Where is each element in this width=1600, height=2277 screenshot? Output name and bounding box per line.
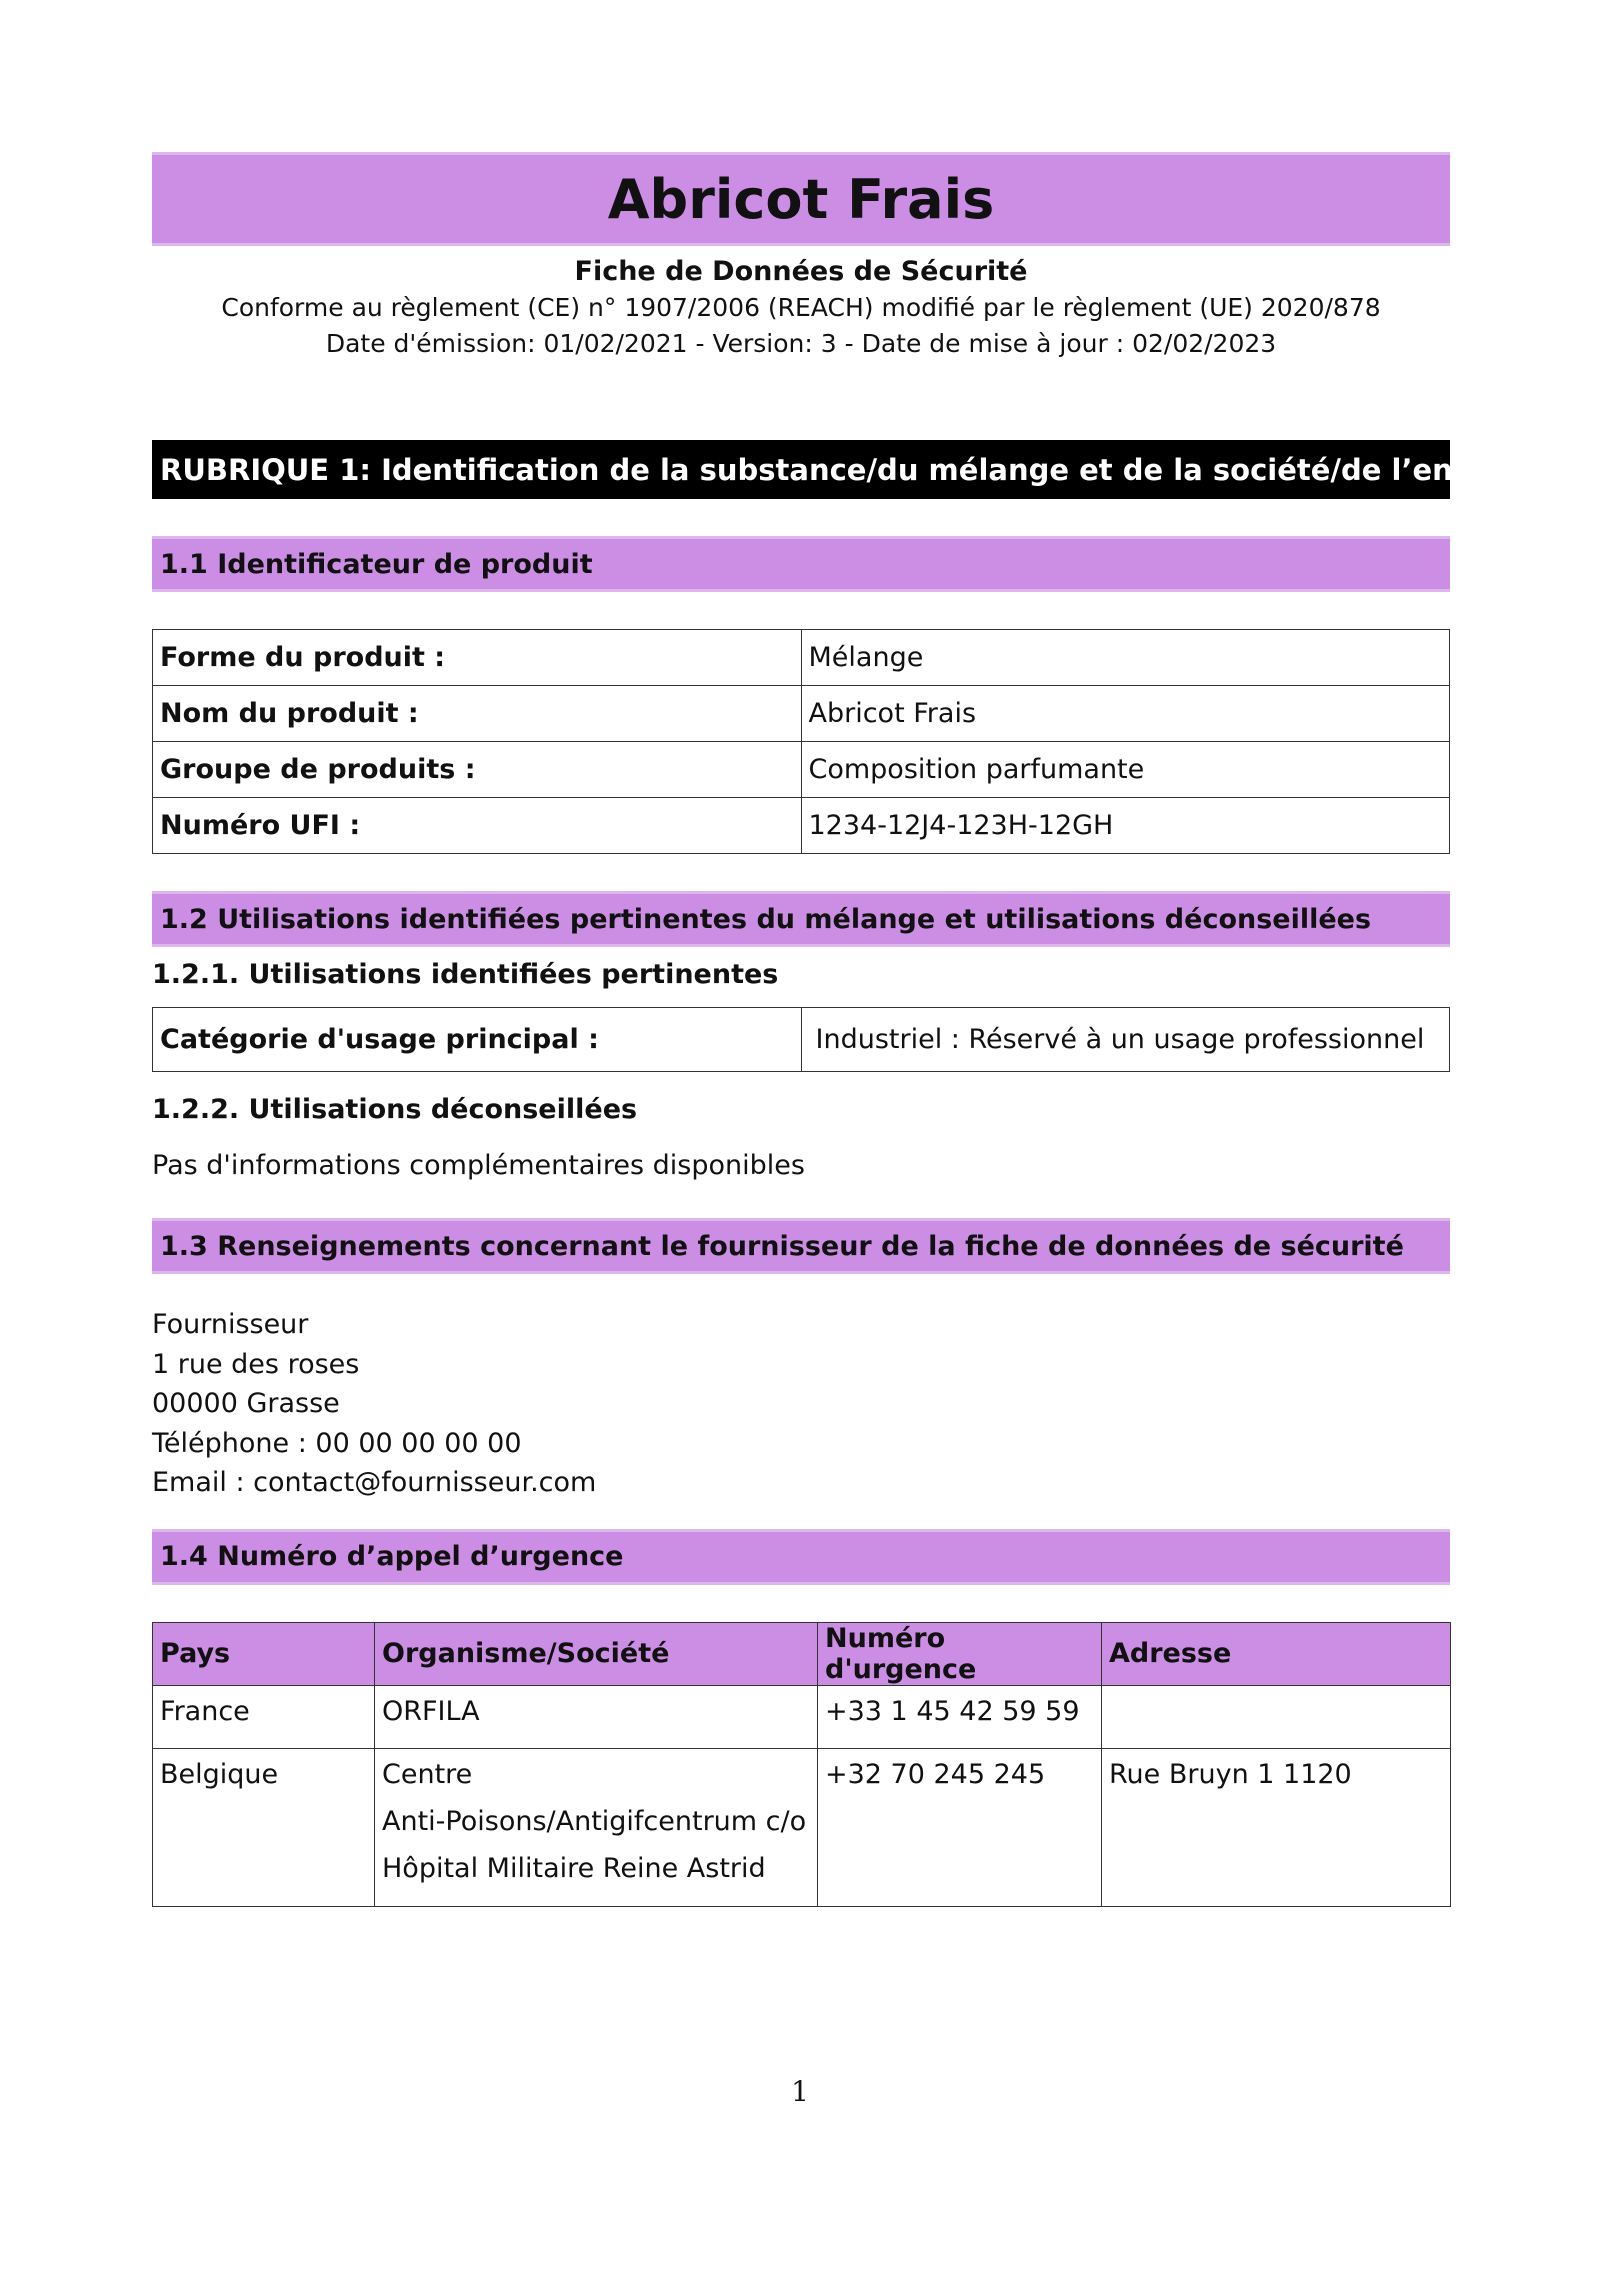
document-page (152, 152, 1583, 1907)
row-france-organisme: ORFILA (375, 1685, 818, 1748)
dates-line: Date d'émission: 01/02/2021 - Version: 3 - Date de mise à jour : 02/02/2023 (325, 329, 1277, 358)
document-subtitle: Fiche de Données de Sécurité (574, 256, 1028, 287)
product-form-value: Mélange (801, 630, 1450, 686)
organisme-line: Hôpital Militaire Reine Astrid (382, 1852, 766, 1884)
row-belgique-pays: Belgique (153, 1748, 375, 1906)
header-organisme: Organisme/Société (375, 1622, 818, 1685)
header-adresse: Adresse (1102, 1622, 1451, 1685)
page-number: 1 (791, 2075, 809, 2108)
supplier-phone: Téléphone : 00 00 00 00 00 (152, 1427, 522, 1459)
section-1-2-1-heading: 1.2.1. Utilisations identifiées pertinentes (152, 959, 779, 990)
table-row (153, 686, 1450, 742)
supplier-name: Fournisseur (152, 1309, 309, 1340)
section-1-2-heading: 1.2 Utilisations identifiées pertinentes du mélange et utilisations déconseillées (152, 891, 1450, 947)
table-row (153, 1748, 1451, 1906)
table-row (153, 1685, 1451, 1748)
supplier-email: Email : contact@fournisseur.com (152, 1467, 597, 1498)
document-title: Abricot Frais (152, 152, 1450, 246)
rubrique-1-heading: RUBRIQUE 1: Identification de la substance/du mélange et de la société/de l’entreprise (152, 440, 1450, 499)
supplier-city: 00000 Grasse (152, 1388, 340, 1419)
header-numero: Numéro d'urgence (818, 1622, 1102, 1685)
row-belgique-adresse: Rue Bruyn 1 1120 (1102, 1748, 1451, 1906)
usage-category-value: Industriel : Réservé à un usage professionnel (801, 1008, 1450, 1072)
supplier-street: 1 rue des roses (152, 1348, 360, 1380)
regulation-line: Conforme au règlement (CE) n° 1907/2006 (REACH) modifié par le règlement (UE) 2020/878 (221, 293, 1381, 322)
usage-category-label: Catégorie d'usage principal : (153, 1008, 802, 1072)
header-pays: Pays (153, 1622, 375, 1685)
row-belgique-numero: +32 70 245 245 (818, 1748, 1102, 1906)
row-belgique-organisme (375, 1748, 818, 1906)
organisme-line: Centre (382, 1758, 473, 1790)
product-group-value: Composition parfumante (801, 742, 1450, 798)
usage-category-table (152, 1007, 1450, 1072)
product-form-label: Forme du produit : (153, 630, 802, 686)
organisme-line: Anti-Poisons/Antigifcentrum c/o (382, 1805, 807, 1837)
supplier-address (152, 1305, 1450, 1503)
ufi-number-label: Numéro UFI : (153, 798, 802, 854)
row-france-adresse (1102, 1685, 1451, 1748)
table-row (153, 798, 1450, 854)
row-france-pays: France (153, 1685, 375, 1748)
section-1-1-heading: 1.1 Identificateur de produit (152, 536, 1450, 592)
product-name-value: Abricot Frais (801, 686, 1450, 742)
product-group-label: Groupe de produits : (153, 742, 802, 798)
row-france-numero: +33 1 45 42 59 59 (818, 1685, 1102, 1748)
table-row (153, 630, 1450, 686)
product-name-label: Nom du produit : (153, 686, 802, 742)
table-row (153, 1008, 1450, 1072)
emergency-number-table (152, 1622, 1451, 1907)
ufi-number-value: 1234-12J4-123H-12GH (801, 798, 1450, 854)
section-1-2-2-heading: 1.2.2. Utilisations déconseillées (152, 1094, 638, 1125)
table-row (153, 742, 1450, 798)
product-identifier-table (152, 629, 1450, 854)
table-header-row (153, 1622, 1451, 1685)
section-1-3-heading: 1.3 Renseignements concernant le fournisseur de la fiche de données de sécurité (152, 1218, 1450, 1274)
section-1-2-2-text: Pas d'informations complémentaires disponibles (152, 1150, 805, 1181)
section-1-4-heading: 1.4 Numéro d’appel d’urgence (152, 1529, 1450, 1585)
